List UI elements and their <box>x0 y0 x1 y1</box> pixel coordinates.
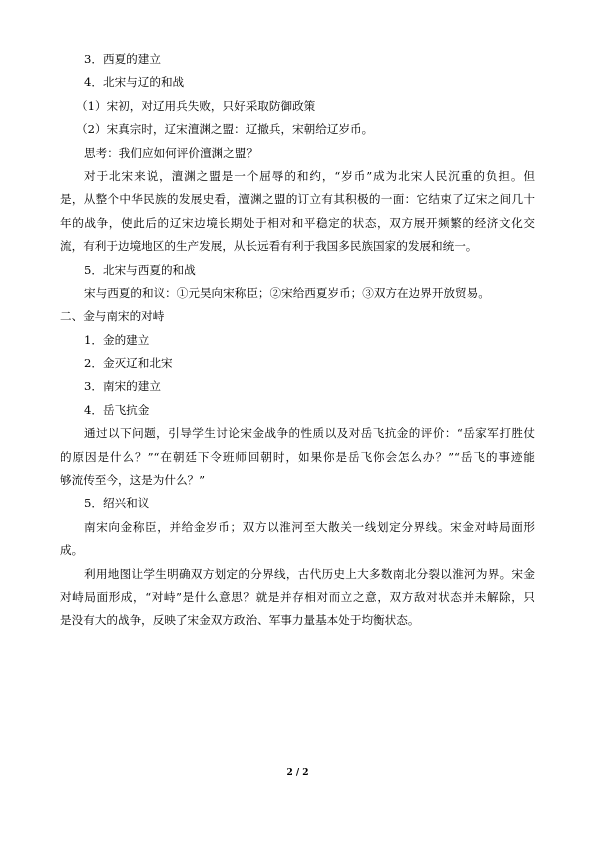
paragraph-line: 是，从整个中华民族的发展史看，澶渊之盟的订立有其积极的一面：它结束了辽宋之间几十 <box>60 192 535 207</box>
item-jin-founding: 1．金的建立 <box>84 332 150 347</box>
map-paragraph <box>60 563 535 633</box>
item-northern-song-liao: 4．北宋与辽的和战 <box>84 75 185 90</box>
item-song-xixia: 5．北宋与西夏的和战 <box>84 262 196 277</box>
item-xixia-founding: 3．西夏的建立 <box>84 52 161 66</box>
paragraph-line: 南宋向金称臣，并给金岁币；双方以淮河至大散关一线划定分界线。宋金对峙局面形 <box>84 519 535 534</box>
section-heading-jin-southern-song: 二、金与南宋的对峙 <box>60 309 165 324</box>
paragraph-line: 对于北宋来说，澶渊之盟是一个屈辱的和约，“岁币”成为北宋人民沉重的负担。但 <box>84 168 535 183</box>
paragraph-line: 是没有大的战争，反映了宋金双方政治、军事力量基本处于均衡状态。 <box>60 613 420 628</box>
document-body <box>60 48 535 633</box>
discussion-question: 思考：我们应如何评价澶渊之盟？ <box>84 145 258 160</box>
song-xixia-peace-terms: 宋与西夏的和议：①元昊向宋称臣；②宋给西夏岁币；③双方在边界开放贸易。 <box>84 285 490 300</box>
paragraph-line: 通过以下问题，引导学生讨论宋金战争的性质以及对岳飞抗金的评价：“岳家军打胜仗 <box>84 426 535 441</box>
paragraph-line: 对峙局面形成，“对峙”是什么意思？就是并存相对而立之意，双方敌对状态并未解除，只 <box>60 589 535 604</box>
paragraph-line: 的原因是什么？”“在朝廷下令班师回朝时，如果你是岳飞你会怎么办？”“岳飞的事迹能 <box>60 449 535 464</box>
subitem-early-song: （1）宋初，对辽用兵失败，只好采取防御政策 <box>76 98 316 113</box>
page-number: 2 / 2 <box>286 768 309 778</box>
item-yue-fei: 4．岳飞抗金 <box>84 402 150 417</box>
paragraph-line: 利用地图让学生明确双方划定的分界线，古代历史上大多数南北分裂以淮河为界。宋金 <box>84 566 535 581</box>
evaluation-paragraph <box>60 165 535 259</box>
item-shaoxing-treaty: 5．绍兴和议 <box>84 496 150 511</box>
item-jin-conquest: 2．金灭辽和北宋 <box>84 356 173 371</box>
item-southern-song-founding: 3．南宋的建立 <box>84 379 161 394</box>
discussion-paragraph <box>60 422 535 492</box>
paragraph-line: 年的战争，使此后的辽宋边境长期处于相对和平稳定的状态，双方展开频繁的经济文化交 <box>60 215 535 230</box>
treaty-paragraph <box>60 516 535 563</box>
paragraph-line: 够流传至今，这是为什么？” <box>60 473 206 488</box>
subitem-chanyuan-treaty: （2）宋真宗时，辽宋澶渊之盟：辽撤兵，宋朝给辽岁币。 <box>76 122 374 137</box>
paragraph-line: 流，有利于边境地区的生产发展，从长远看有利于我国多民族国家的发展和统一。 <box>60 239 478 254</box>
paragraph-line: 成。 <box>60 543 84 558</box>
